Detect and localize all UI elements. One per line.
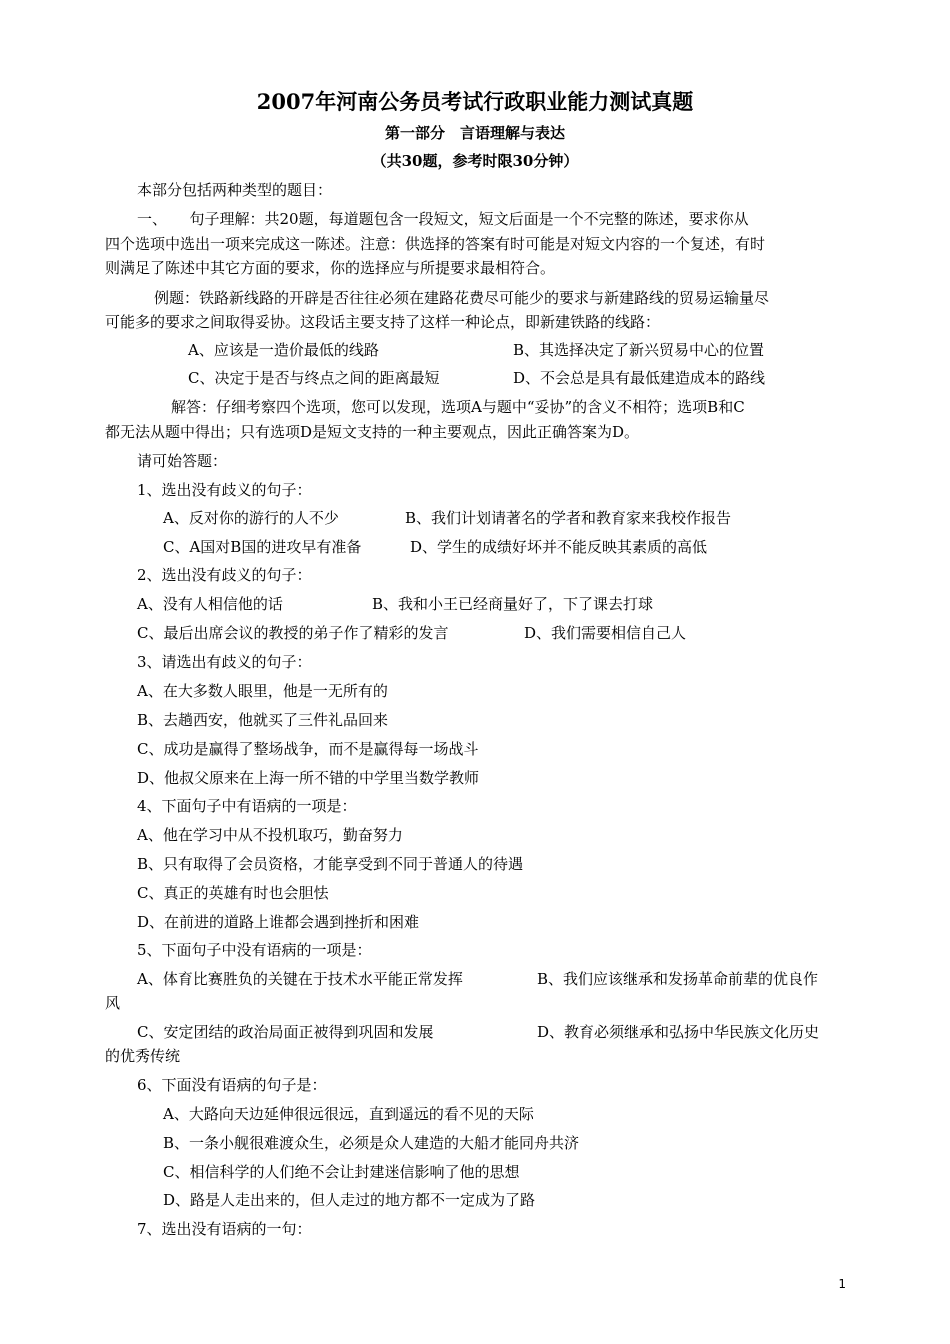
answer-line: 解答：仔细考察四个选项，您可以发现，选项A与题中“妥协”的含义不相符；选项B和C: [171, 398, 745, 416]
option-d: D、学生的成绩好坏并不能反映其素质的高低: [410, 538, 708, 556]
question-stem: 5、下面句子中没有语病的一项是：: [137, 941, 372, 959]
question-stem: 6、下面没有语病的句子是：: [137, 1076, 327, 1094]
option-d-continued: 的优秀传统: [105, 1047, 181, 1065]
option-c: C、成功是赢得了整场战争，而不是赢得每一场战斗: [137, 740, 479, 758]
option-c: C、安定团结的政治局面正被得到巩固和发展: [137, 1023, 434, 1041]
example-option-a: A、应该是一造价最低的线路: [188, 341, 379, 359]
instruction-line: 四个选项中选出一项来完成这一陈述。注意：供选择的答案有时可能是对短文内容的一个复述，有时: [105, 235, 766, 253]
option-d: D、路是人走出来的，但人走过的地方都不一定成为了路: [163, 1191, 536, 1209]
option-b: B、一条小舰很难渡众生，必须是众人建造的大船才能同舟共济: [163, 1134, 580, 1152]
option-b-continued: 风: [105, 994, 121, 1012]
option-a: A、他在学习中从不投机取巧，勤奋努力: [137, 826, 403, 844]
option-a: A、体育比赛胜负的关键在于技术水平能正常发挥: [137, 970, 463, 988]
option-c: C、最后出席会议的教授的弟子作了精彩的发言: [137, 624, 449, 642]
example-line: 例题：铁路新线路的开辟是否往往必须在建路花费尽可能少的要求与新建路线的贸易运输量尽: [154, 289, 770, 307]
option-a: A、大路向天边延伸很远很远，直到遥远的看不见的天际: [163, 1105, 534, 1123]
option-a: A、没有人相信他的话: [137, 595, 283, 613]
option-c: C、相信科学的人们绝不会让封建迷信影响了他的思想: [163, 1163, 520, 1181]
question-stem: 2、选出没有歧义的句子：: [137, 566, 312, 584]
instruction-line: 则满足了陈述中其它方面的要求，你的选择应与所提要求最相符合。: [105, 259, 556, 277]
option-c: C、真正的英雄有时也会胆怯: [137, 884, 329, 902]
page-number: 1: [838, 1277, 846, 1291]
option-d: D、教育必须继承和弘扬中华民族文化历史: [537, 1023, 820, 1041]
answer-line: 都无法从题中得出；只有选项D是短文支持的一种主要观点，因此正确答案为D。: [105, 423, 640, 441]
option-b: B、去趟西安，他就买了三件礼品回来: [137, 711, 389, 729]
option-d: D、在前进的道路上谁都会遇到挫折和困难: [137, 913, 420, 931]
example-option-d: D、不会总是具有最低建造成本的路线: [513, 369, 766, 387]
question-stem: 1、选出没有歧义的句子：: [137, 481, 312, 499]
question-stem: 4、下面句子中有语病的一项是：: [137, 797, 357, 815]
option-d: D、他叔父原来在上海一所不错的中学里当数学教师: [137, 769, 480, 787]
option-c: C、A国对B国的进攻早有准备: [163, 538, 362, 556]
section-note: （共30题，参考时限30分钟）: [371, 152, 579, 170]
instruction-line: 一、 句子理解：共20题，每道题包含一段短文，短文后面是一个不完整的陈述，要求你从: [137, 210, 749, 228]
option-b: B、只有取得了会员资格，才能享受到不同于普通人的待遇: [137, 855, 524, 873]
page-title: 2007年河南公务员考试行政职业能力测试真题: [256, 89, 694, 114]
example-option-c: C、决定于是否与终点之间的距离最短: [188, 369, 440, 387]
option-d: D、我们需要相信自己人: [524, 624, 687, 642]
option-b: B、我们计划请著名的学者和教育家来我校作报告: [405, 509, 732, 527]
intro-text: 本部分包括两种类型的题目：: [137, 181, 333, 199]
question-stem: 7、选出没有语病的一句：: [137, 1220, 312, 1238]
start-prompt: 请可始答题：: [137, 452, 228, 470]
option-b: B、我和小王已经商量好了，下了课去打球: [372, 595, 654, 613]
example-line: 可能多的要求之间取得妥协。这段话主要支持了这样一种论点，即新建铁路的线路：: [105, 313, 661, 331]
option-b: B、我们应该继承和发扬革命前辈的优良作: [537, 970, 819, 988]
section-title: 第一部分 言语理解与表达: [384, 124, 565, 142]
example-option-b: B、其选择决定了新兴贸易中心的位置: [513, 341, 765, 359]
option-a: A、反对你的游行的人不少: [163, 509, 339, 527]
option-a: A、在大多数人眼里，他是一无所有的: [137, 682, 388, 700]
question-stem: 3、请选出有歧义的句子：: [137, 653, 312, 671]
